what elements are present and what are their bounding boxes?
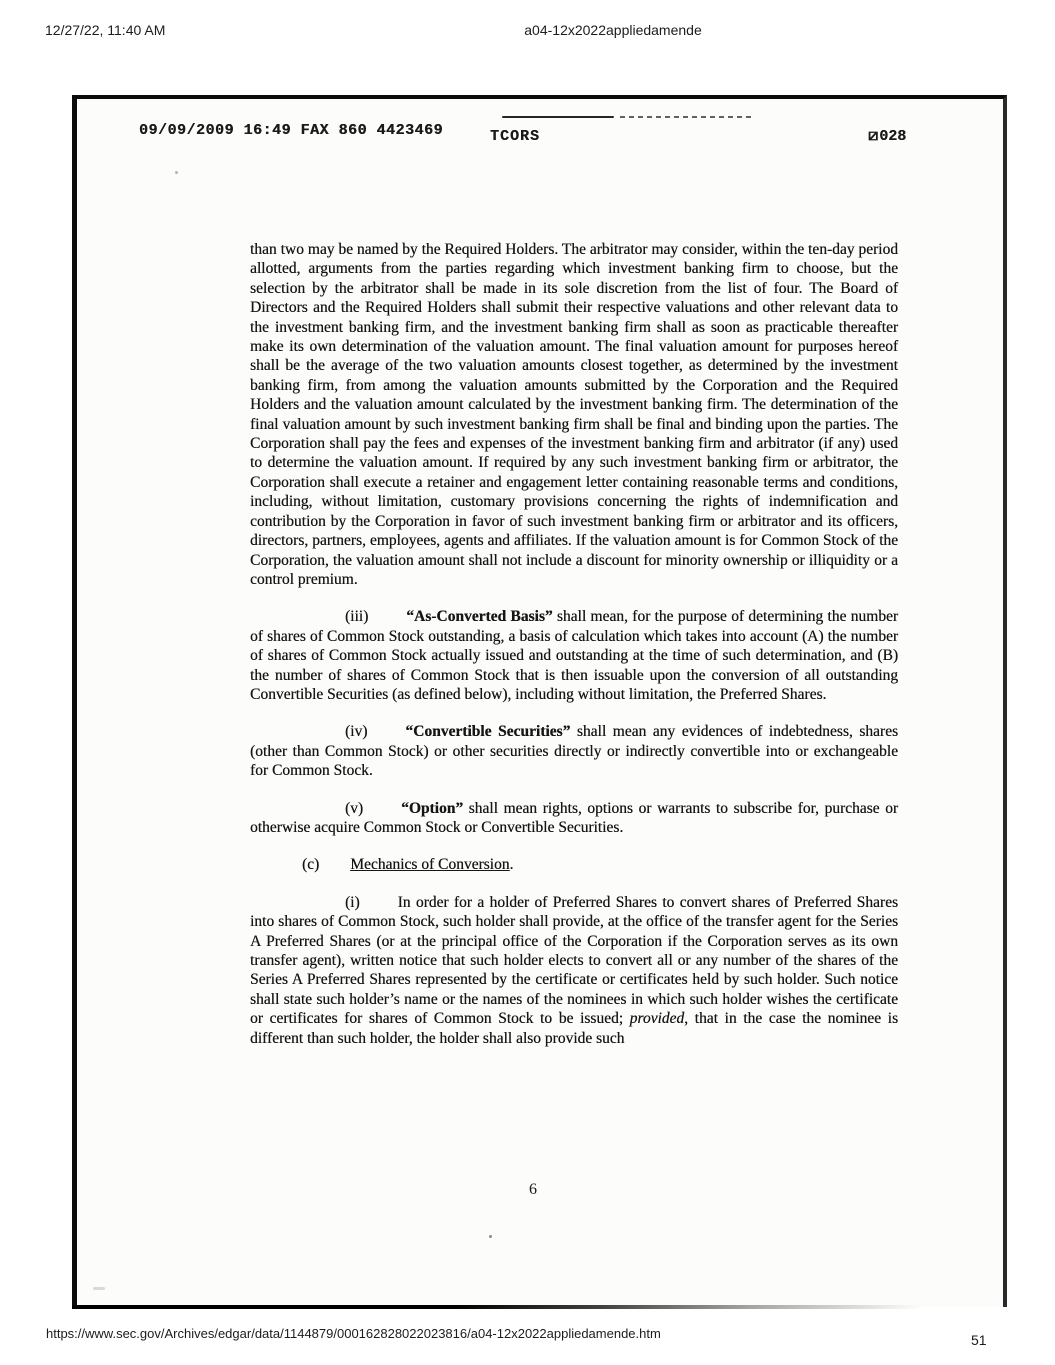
- defined-term: “Option”: [401, 799, 464, 817]
- print-url: https://www.sec.gov/Archives/edgar/data/1144879/000162828022023816/a04-12x2022appliedamende.htm: [46, 1326, 661, 1341]
- section-heading-text: Mechanics of Conversion: [350, 856, 510, 874]
- fax-sheet-icon: ⧄: [868, 125, 879, 144]
- section-c-heading: [302, 855, 898, 874]
- page-bottom-border: [72, 1305, 922, 1309]
- clause-label: (i): [345, 893, 360, 911]
- clause-label: (iv): [345, 723, 368, 741]
- clause-text: In order for a holder of Preferred Shares to convert shares of Preferred Shares into shares of Common Stock, such holder shall provide, at the office of the transfer agent for the Series A Preferred Shares (or at the principal office of the Corporation if the Corporation serves as its own transfer agent), written notice that such holder elects to convert all or any number of the shares of the Series A Preferred Shares represented by the certificate or certificates held by such holder. Such notice shall state such holder’s name or the names of the nominees in which such holder wishes the certificate or certificates for shares of Common Stock to be issued;: [250, 893, 898, 1028]
- print-page-number: 51: [971, 1332, 987, 1348]
- fax-sender-id: TCORS: [490, 128, 541, 145]
- clause-text: shall mean rights, options or warrants to subscribe for, purchase or otherwise acquire Common Stock or Convertible Securities.: [250, 799, 898, 836]
- fax-page-counter: [868, 125, 906, 145]
- scan-artifact-line: [502, 116, 754, 119]
- scan-artifact-solid-segment: [502, 116, 614, 118]
- fax-timestamp-line: 09/09/2009 16:49 FAX 860 4423469: [139, 122, 444, 139]
- scan-speckle: [489, 1235, 492, 1238]
- clause-text: shall mean any evidences of indebtedness, shares (other than Common Stock) or other securities directly or indirectly convertible into or exchangeable for Common Stock.: [250, 723, 898, 780]
- paragraph-mechanics-i: [250, 893, 898, 1048]
- print-doc-title: a04-12x2022appliedamende: [524, 22, 702, 38]
- scan-artifact-dashed-segment: [620, 116, 754, 118]
- clause-label: (iii): [345, 608, 369, 626]
- defined-term: “As-Converted Basis”: [406, 608, 553, 626]
- defined-term: “Convertible Securities”: [405, 723, 571, 741]
- scan-speckle: [175, 171, 178, 174]
- print-datetime: 12/27/22, 11:40 AM: [45, 22, 166, 38]
- clause-label: (v): [345, 799, 364, 817]
- scanned-fax-page: [72, 95, 1007, 1307]
- fax-page-counter-value: 028: [879, 128, 907, 145]
- section-heading-period: .: [509, 856, 514, 874]
- document-page-number: 6: [529, 1181, 537, 1198]
- clause-text: shall mean, for the purpose of determining the number of shares of Common Stock outstanding, a basis of calculation which takes into account (A) the number of shares of Common Stock actually issued and outstanding at the time of such determination, and (B) the number of shares of Common Stock that is then issuable upon the conversion of all outstanding Convertible Securities (as defined below), including without limitation, the Preferred Shares.: [250, 608, 898, 703]
- paragraph-definition-iii: [250, 607, 898, 704]
- clause-text: , that in the case the nominee is different than such holder, the holder shall also provide such: [250, 1010, 898, 1047]
- document-body: [250, 240, 898, 1066]
- paragraph-definition-iv: [250, 722, 898, 780]
- proviso-italic: provided: [629, 1010, 685, 1028]
- paragraph-definition-v: [250, 799, 898, 838]
- paragraph-valuation-continuation: than two may be named by the Required Holders. The arbitrator may consider, within the ten-day period allotted, arguments from the parties regarding which investment banking firm to choose, but the selection by the arbitrator shall be made in its sole discretion from the list of four. The Board of Directors and the Required Holders shall submit their respective valuations and other relevant data to the investment banking firm, and the investment banking firm shall as soon as practicable thereafter make its own determination of the valuation amount. The final valuation amount for purposes hereof shall be the average of the two valuation amounts closest together, as determined by the investment banking firm, from among the valuation amounts submitted by the Corporation and the Required Holders and the valuation amount calculated by the investment banking firm. The determination of the final valuation amount by such investment banking firm shall be final and binding upon the parties. The Corporation shall pay the fees and expenses of the investment banking firm and arbitrator (if any) used to determine the valuation amount. If required by any such investment banking firm or arbitrator, the Corporation shall execute a retainer and engagement letter containing reasonable terms and conditions, including, without limitation, customary provisions concerning the rights of indemnification and contribution by the Corporation in favor of such investment banking firm or arbitrator and its officers, directors, partners, employees, agents and affiliates. If the valuation amount is for Common Stock of the Corporation, the valuation amount shall not include a discount for minority ownership or illiquidity or a control premium.: [250, 241, 898, 588]
- scan-speckle: [93, 1287, 105, 1290]
- clause-label: (c): [302, 856, 320, 874]
